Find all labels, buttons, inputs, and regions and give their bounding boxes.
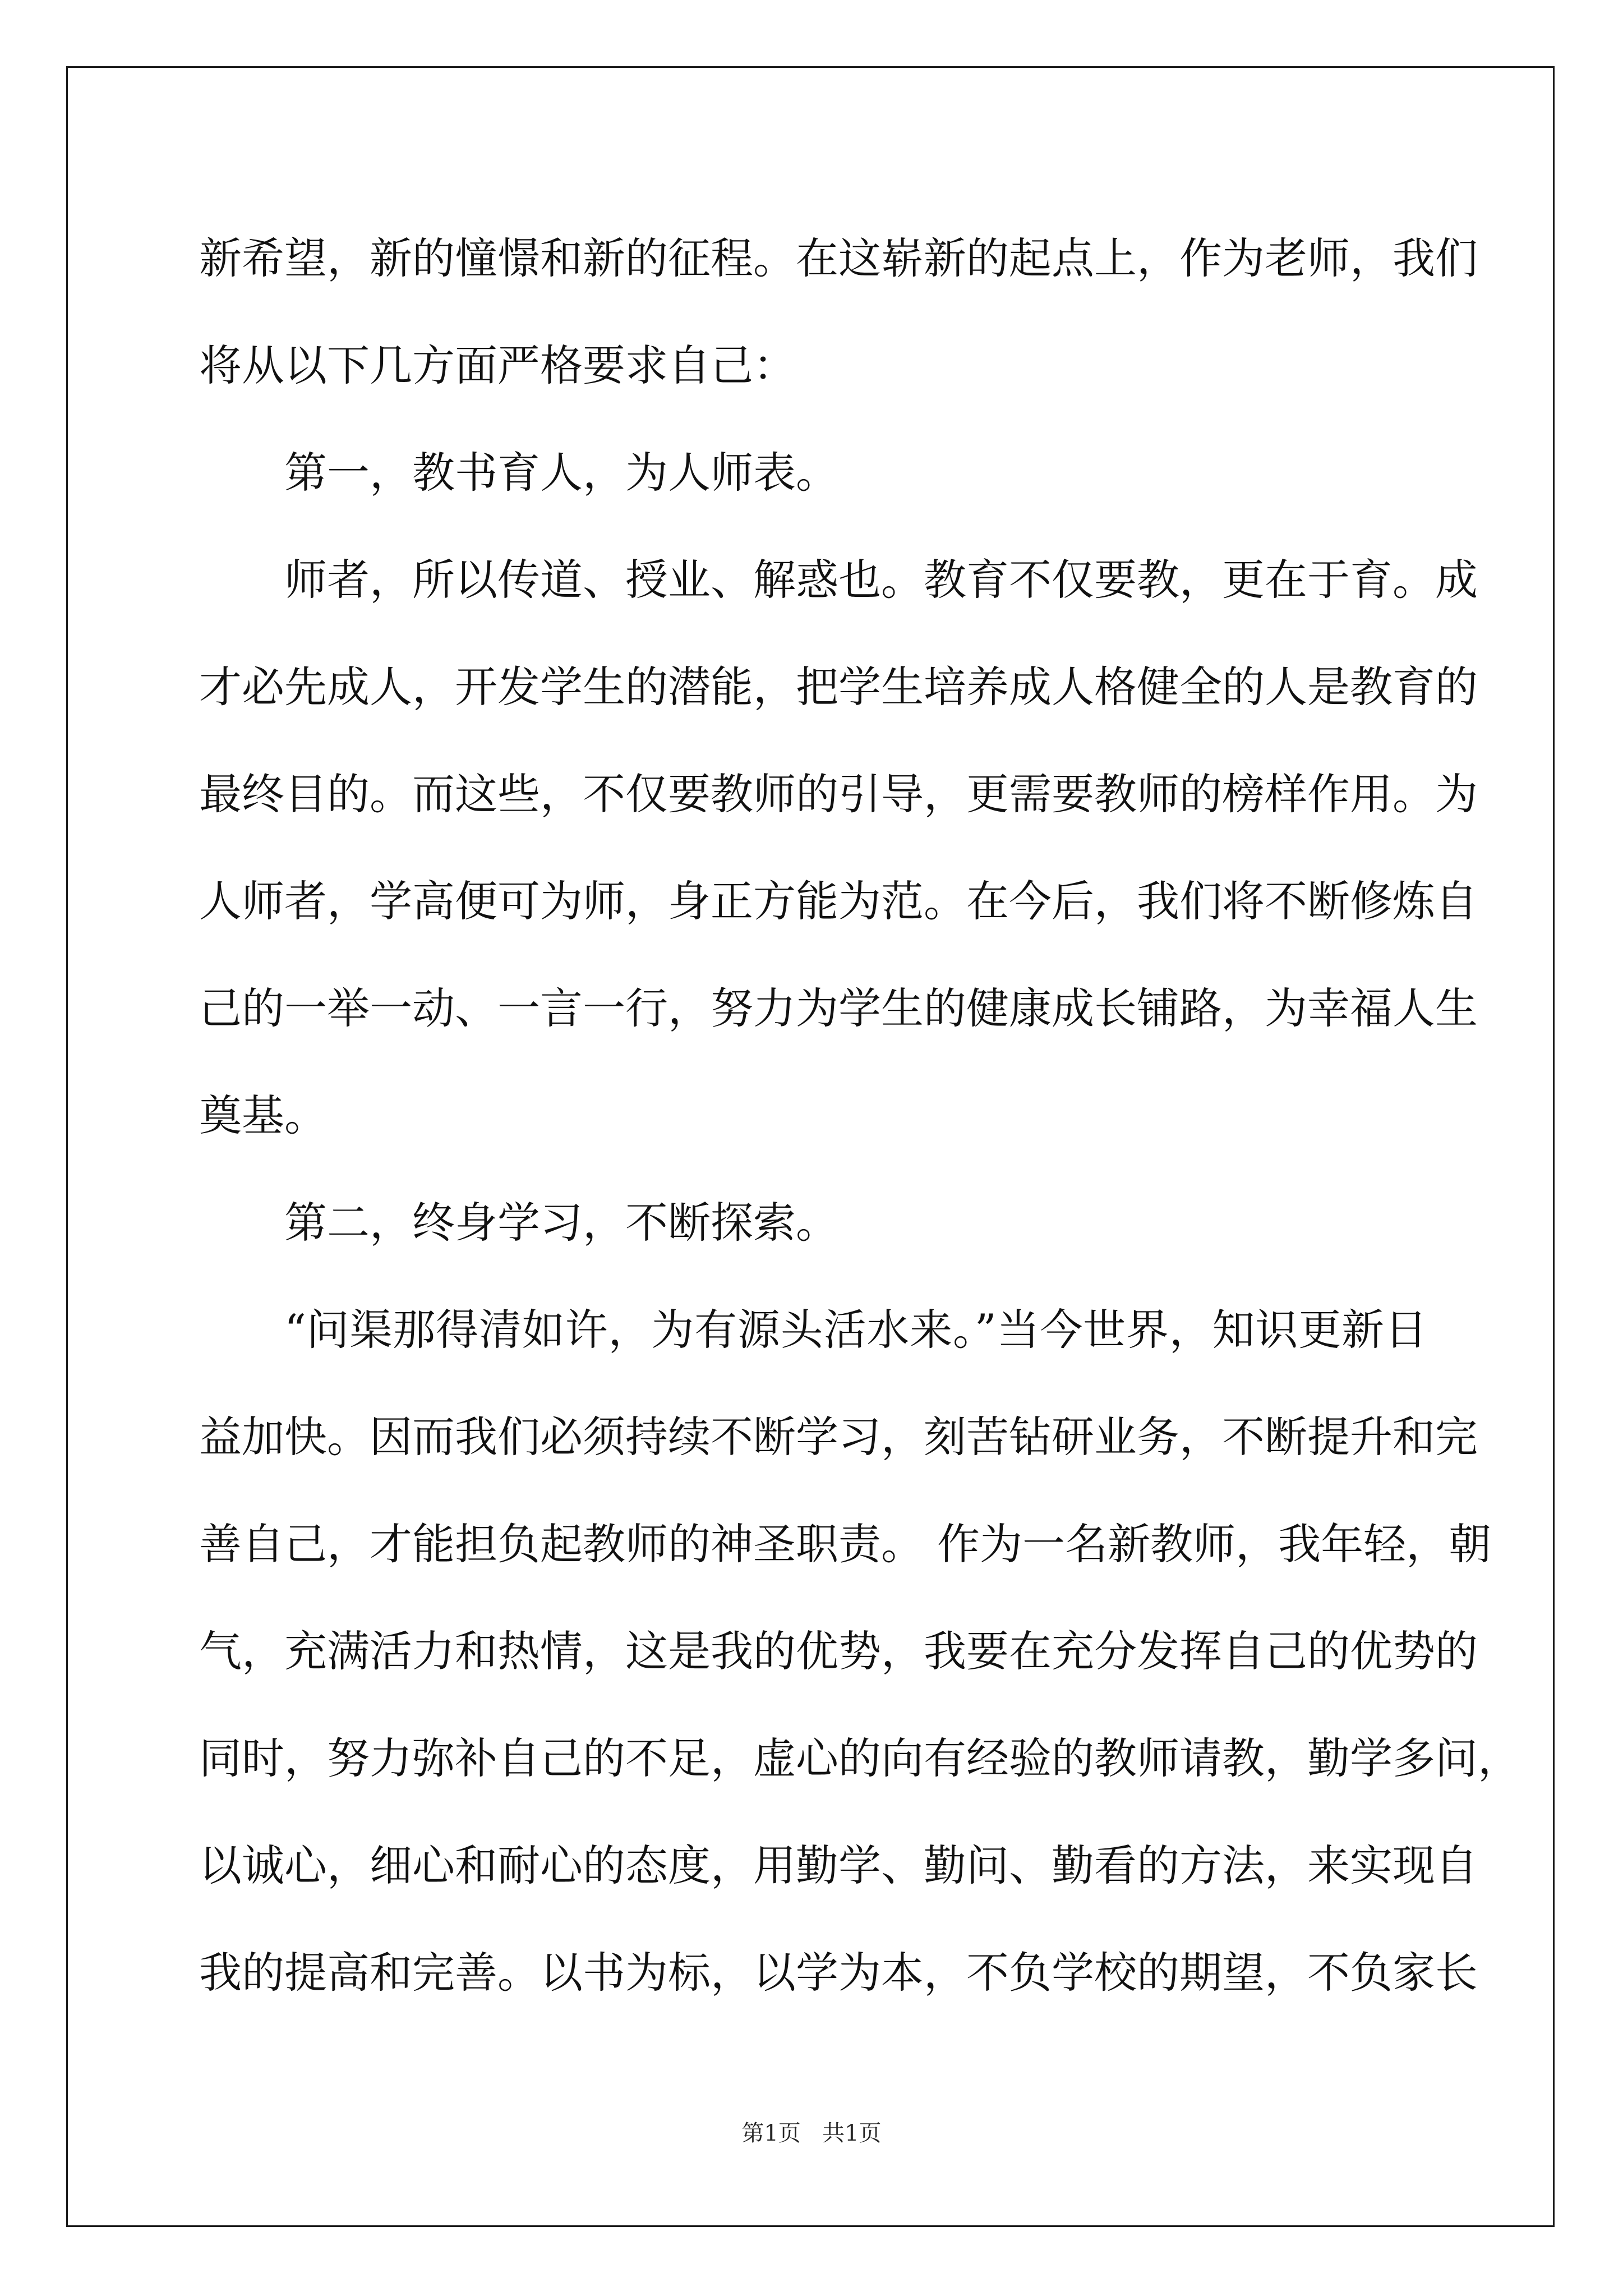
text-line-4: 师者，所以传道、授业、解惑也。教育不仅要教，更在于育。成 (284, 555, 1478, 605)
text-line-11: “问渠那得清如许，为有源头活水来。”当今世界，知识更新日 (284, 1305, 1427, 1355)
page-total: 共1页 (822, 2120, 882, 2146)
text-line-8: 己的一举一动、一言一行，努力为学生的健康成长铺路，为幸福人生 (199, 983, 1478, 1033)
text-line-9: 奠基。 (199, 1091, 327, 1140)
text-line-1: 新希望，新的憧憬和新的征程。在这崭新的起点上，作为老师，我们 (199, 233, 1478, 283)
text-line-13: 善自己，才能担负起教师的神圣职责。 作为一名新教师，我年轻，朝 (199, 1519, 1492, 1569)
section-heading-2: 第二，终身学习，不断探索。 (284, 1198, 838, 1248)
text-line-14: 气，充满活力和热情，这是我的优势，我要在充分发挥自己的优势的 (199, 1626, 1478, 1676)
page-number: 第1页 (741, 2120, 801, 2146)
text-line-17: 我的提高和完善。以书为标，以学为本，不负学校的期望，不负家长 (199, 1948, 1478, 1998)
text-line-7: 人师者，学高便可为师，身正方能为范。在今后，我们将不断修炼自 (199, 876, 1478, 926)
text-line-2: 将从以下几方面严格要求自己： (199, 341, 796, 390)
section-heading-1: 第一，教书育人，为人师表。 (284, 448, 838, 498)
text-line-12: 益加快。因而我们必须持续不断学习，刻苦钻研业务，不断提升和完 (199, 1412, 1478, 1462)
text-line-15: 同时，努力弥补自己的不足，虚心的向有经验的教师请教，勤学多问， (199, 1733, 1520, 1783)
text-line-5: 才必先成人，开发学生的潜能，把学生培养成人格健全的人是教育的 (199, 662, 1478, 712)
text-line-6: 最终目的。而这些，不仅要教师的引导，更需要教师的榜样作用。为 (199, 769, 1478, 819)
page-footer (0, 2119, 1623, 2147)
document-body (199, 205, 1520, 2026)
text-line-16: 以诚心，细心和耐心的态度，用勤学、勤问、勤看的方法，来实现自 (199, 1841, 1478, 1890)
